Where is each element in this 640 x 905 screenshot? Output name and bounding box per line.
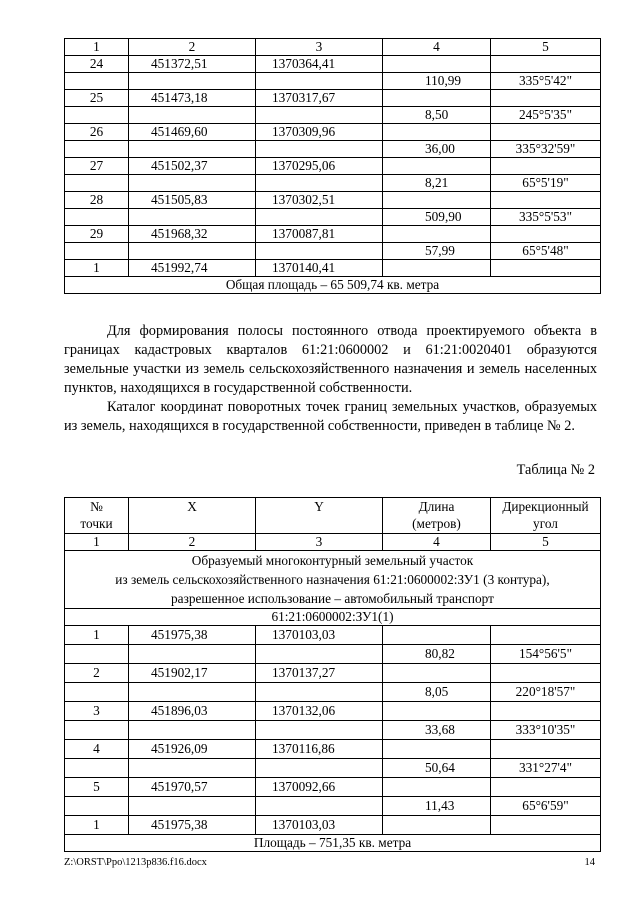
- segment-row: [65, 107, 601, 124]
- segment-length: 33,68: [383, 721, 491, 740]
- paragraph-allotment: Для формирования полосы постоянного отвода проектируемого объекта в границах кадастровых кварталов 61:21:0600002 и 61:21:0020401 образуются земельные участки из земель сельскохозяйственного назначения и земель населенных пунктов, находящихся в государственной собственности.: [64, 323, 597, 396]
- direction-angle: 333°10'35": [491, 721, 601, 740]
- point-row: [65, 158, 601, 175]
- y-coordinate: 1370302,51: [256, 192, 383, 209]
- x-empty: [129, 683, 256, 702]
- y-coordinate: 1370309,96: [256, 124, 383, 141]
- angle-empty: [491, 56, 601, 73]
- angle-empty: [491, 816, 601, 835]
- direction-angle: 335°5'42": [491, 73, 601, 90]
- y-empty: [256, 797, 383, 816]
- angle-empty: [491, 226, 601, 243]
- column-number-cell: 1: [65, 39, 129, 56]
- point-row: [65, 226, 601, 243]
- segment-row: [65, 797, 601, 816]
- point-row: [65, 260, 601, 277]
- segment-length: 8,05: [383, 683, 491, 702]
- point-empty: [65, 107, 129, 124]
- segment-row: [65, 73, 601, 90]
- point-number: 26: [65, 124, 129, 141]
- segment-length: 80,82: [383, 645, 491, 664]
- x-empty: [129, 107, 256, 124]
- segment-row: [65, 209, 601, 226]
- column-number-cell: 2: [129, 534, 256, 551]
- y-empty: [256, 243, 383, 260]
- point-empty: [65, 243, 129, 260]
- total-area: Общая площадь – 65 509,74 кв. метра: [65, 277, 601, 294]
- y-empty: [256, 759, 383, 778]
- point-number: 1: [65, 260, 129, 277]
- y-coordinate: 1370137,27: [256, 664, 383, 683]
- segment-row: [65, 683, 601, 702]
- angle-empty: [491, 778, 601, 797]
- y-coordinate: 1370364,41: [256, 56, 383, 73]
- length-empty: [383, 226, 491, 243]
- segment-row: [65, 243, 601, 260]
- y-coordinate: 1370116,86: [256, 740, 383, 759]
- x-coordinate: 451896,03: [129, 702, 256, 721]
- contour-area: Площадь – 751,35 кв. метра: [65, 835, 601, 852]
- x-empty: [129, 645, 256, 664]
- y-coordinate: 1370295,06: [256, 158, 383, 175]
- point-row: [65, 124, 601, 141]
- length-empty: [383, 56, 491, 73]
- length-empty: [383, 626, 491, 645]
- table-header-row: [65, 39, 601, 56]
- x-empty: [129, 73, 256, 90]
- segment-row: [65, 141, 601, 158]
- column-number-cell: 5: [491, 534, 601, 551]
- y-coordinate: 1370103,03: [256, 626, 383, 645]
- header-point-number: № точки: [65, 498, 129, 534]
- y-empty: [256, 175, 383, 192]
- header-y: Y: [256, 498, 383, 534]
- header-length: Длина (метров): [383, 498, 491, 534]
- segment-length: 8,21: [383, 175, 491, 192]
- y-empty: [256, 645, 383, 664]
- total-area-row: [65, 277, 601, 294]
- direction-angle: 65°5'19": [491, 175, 601, 192]
- direction-angle: 245°5'35": [491, 107, 601, 124]
- y-empty: [256, 107, 383, 124]
- header-x: X: [129, 498, 256, 534]
- point-row: [65, 90, 601, 107]
- column-numbers-row: [65, 534, 601, 551]
- segment-length: 50,64: [383, 759, 491, 778]
- point-number: 1: [65, 816, 129, 835]
- column-number-cell: 5: [491, 39, 601, 56]
- column-number-cell: 2: [129, 39, 256, 56]
- x-empty: [129, 209, 256, 226]
- x-coordinate: 451372,51: [129, 56, 256, 73]
- angle-empty: [491, 158, 601, 175]
- direction-angle: 331°27'4": [491, 759, 601, 778]
- y-coordinate: 1370087,81: [256, 226, 383, 243]
- point-row: [65, 816, 601, 835]
- point-empty: [65, 175, 129, 192]
- segment-length: 110,99: [383, 73, 491, 90]
- angle-empty: [491, 740, 601, 759]
- x-empty: [129, 797, 256, 816]
- column-number-cell: 4: [383, 39, 491, 56]
- direction-angle: 65°5'48": [491, 243, 601, 260]
- direction-angle: 220°18'57": [491, 683, 601, 702]
- y-coordinate: 1370132,06: [256, 702, 383, 721]
- x-empty: [129, 141, 256, 158]
- length-empty: [383, 702, 491, 721]
- column-number-cell: 3: [256, 39, 383, 56]
- x-coordinate: 451975,38: [129, 816, 256, 835]
- direction-angle: 335°32'59": [491, 141, 601, 158]
- angle-empty: [491, 626, 601, 645]
- angle-empty: [491, 702, 601, 721]
- section-title-row: [65, 551, 601, 609]
- angle-empty: [491, 124, 601, 141]
- length-empty: [383, 158, 491, 175]
- length-empty: [383, 192, 491, 209]
- point-empty: [65, 73, 129, 90]
- angle-empty: [491, 664, 601, 683]
- point-row: [65, 702, 601, 721]
- y-empty: [256, 721, 383, 740]
- point-empty: [65, 683, 129, 702]
- point-row: [65, 778, 601, 797]
- direction-angle: 154°56'5": [491, 645, 601, 664]
- x-empty: [129, 721, 256, 740]
- point-number: 1: [65, 626, 129, 645]
- point-empty: [65, 721, 129, 740]
- x-coordinate: 451902,17: [129, 664, 256, 683]
- segment-row: [65, 759, 601, 778]
- header-direction-angle: Дирекционный угол: [491, 498, 601, 534]
- angle-empty: [491, 90, 601, 107]
- x-coordinate: 451473,18: [129, 90, 256, 107]
- x-empty: [129, 175, 256, 192]
- point-row: [65, 740, 601, 759]
- column-number-cell: 1: [65, 534, 129, 551]
- segment-row: [65, 175, 601, 192]
- table-caption: Таблица № 2: [516, 462, 595, 478]
- y-coordinate: 1370103,03: [256, 816, 383, 835]
- point-number: 2: [65, 664, 129, 683]
- area-row: [65, 835, 601, 852]
- x-empty: [129, 759, 256, 778]
- x-coordinate: 451968,32: [129, 226, 256, 243]
- point-number: 4: [65, 740, 129, 759]
- coordinates-table-2: [64, 497, 601, 852]
- point-row: [65, 664, 601, 683]
- point-number: 24: [65, 56, 129, 73]
- x-coordinate: 451970,57: [129, 778, 256, 797]
- x-empty: [129, 243, 256, 260]
- x-coordinate: 451502,37: [129, 158, 256, 175]
- column-number-cell: 4: [383, 534, 491, 551]
- x-coordinate: 451505,83: [129, 192, 256, 209]
- segment-length: 8,50: [383, 107, 491, 124]
- y-coordinate: 1370140,41: [256, 260, 383, 277]
- point-empty: [65, 797, 129, 816]
- point-empty: [65, 141, 129, 158]
- x-coordinate: 451926,09: [129, 740, 256, 759]
- point-row: [65, 192, 601, 209]
- direction-angle: 65°6'59": [491, 797, 601, 816]
- segment-length: 509,90: [383, 209, 491, 226]
- angle-empty: [491, 260, 601, 277]
- point-empty: [65, 759, 129, 778]
- y-coordinate: 1370317,67: [256, 90, 383, 107]
- segment-length: 11,43: [383, 797, 491, 816]
- length-empty: [383, 124, 491, 141]
- segment-row: [65, 721, 601, 740]
- point-number: 29: [65, 226, 129, 243]
- point-number: 25: [65, 90, 129, 107]
- contour-row: [65, 609, 601, 626]
- page-number: 14: [584, 857, 595, 868]
- length-empty: [383, 816, 491, 835]
- point-number: 28: [65, 192, 129, 209]
- x-coordinate: 451469,60: [129, 124, 256, 141]
- point-row: [65, 626, 601, 645]
- y-empty: [256, 683, 383, 702]
- point-number: 3: [65, 702, 129, 721]
- y-empty: [256, 73, 383, 90]
- contour-id: 61:21:0600002:ЗУ1(1): [65, 609, 601, 626]
- x-coordinate: 451992,74: [129, 260, 256, 277]
- length-empty: [383, 778, 491, 797]
- length-empty: [383, 90, 491, 107]
- column-number-cell: 3: [256, 534, 383, 551]
- y-empty: [256, 209, 383, 226]
- table-header-row: [65, 498, 601, 534]
- length-empty: [383, 740, 491, 759]
- segment-length: 36,00: [383, 141, 491, 158]
- x-coordinate: 451975,38: [129, 626, 256, 645]
- point-number: 5: [65, 778, 129, 797]
- length-empty: [383, 260, 491, 277]
- angle-empty: [491, 192, 601, 209]
- point-number: 27: [65, 158, 129, 175]
- length-empty: [383, 664, 491, 683]
- segment-length: 57,99: [383, 243, 491, 260]
- paragraph-catalog: Каталог координат поворотных точек границ земельных участков, образуемых из земель, находящихся в государственной собственности, приведен в таблице № 2.: [64, 399, 597, 434]
- section-title: Образуемый многоконтурный земельный участок из земель сельскохозяйственного назначения 61:21:0600002:ЗУ1 (3 контура), разрешенное использование – автомобильный транспорт: [65, 551, 601, 609]
- y-empty: [256, 141, 383, 158]
- point-empty: [65, 209, 129, 226]
- y-coordinate: 1370092,66: [256, 778, 383, 797]
- direction-angle: 335°5'53": [491, 209, 601, 226]
- coordinates-table-1: [64, 38, 601, 294]
- segment-row: [65, 645, 601, 664]
- footer-file-path: Z:\ORST\Ppo\1213p836.f16.docx: [64, 857, 207, 868]
- point-empty: [65, 645, 129, 664]
- point-row: [65, 56, 601, 73]
